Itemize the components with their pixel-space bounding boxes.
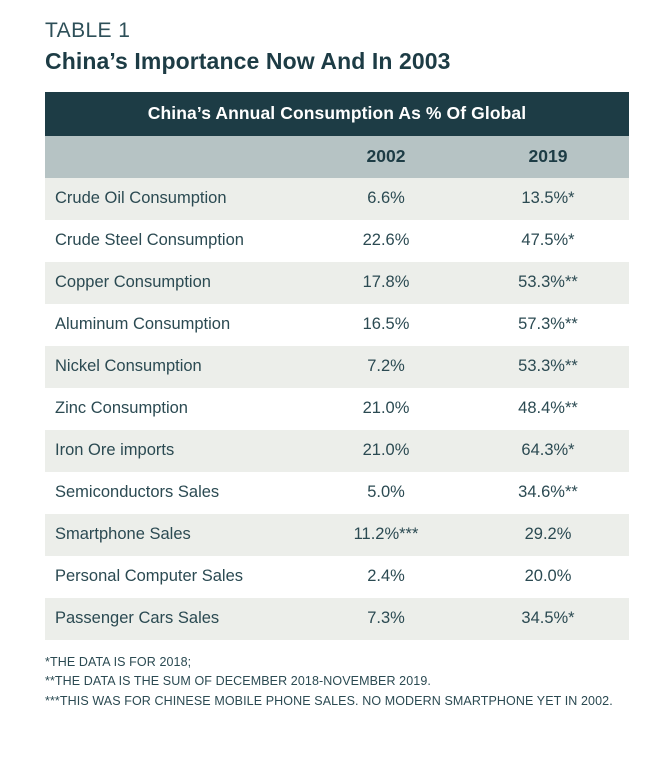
row-value-2019: 47.5%* (467, 220, 629, 262)
row-value-2002: 7.3% (305, 598, 467, 640)
row-value-2002: 21.0% (305, 388, 467, 430)
row-value-2019: 48.4%** (467, 388, 629, 430)
table-row (45, 304, 629, 346)
row-label: Semiconductors Sales (45, 472, 305, 514)
row-value-2002: 6.6% (305, 178, 467, 220)
row-label: Iron Ore imports (45, 430, 305, 472)
column-header-2019: 2019 (467, 136, 629, 178)
row-value-2019: 29.2% (467, 514, 629, 556)
row-value-2019: 13.5%* (467, 178, 629, 220)
page-title: China’s Importance Now And In 2003 (45, 48, 451, 75)
row-value-2002: 5.0% (305, 472, 467, 514)
footnote-1: *THE DATA IS FOR 2018; (45, 654, 192, 669)
row-label: Crude Oil Consumption (45, 178, 305, 220)
table-row (45, 598, 629, 640)
column-header-name (45, 136, 305, 178)
footnote-3: ***THIS WAS FOR CHINESE MOBILE PHONE SALES. NO MODERN SMARTPHONE YET IN 2002. (45, 693, 613, 708)
row-label: Copper Consumption (45, 262, 305, 304)
table-row (45, 262, 629, 304)
row-value-2019: 64.3%* (467, 430, 629, 472)
table-row (45, 472, 629, 514)
table-row (45, 178, 629, 220)
row-label: Smartphone Sales (45, 514, 305, 556)
row-label: Zinc Consumption (45, 388, 305, 430)
row-label: Aluminum Consumption (45, 304, 305, 346)
table-body (45, 178, 629, 640)
row-label: Nickel Consumption (45, 346, 305, 388)
table-row (45, 346, 629, 388)
table-row (45, 430, 629, 472)
row-value-2002: 7.2% (305, 346, 467, 388)
row-value-2002: 11.2%*** (305, 514, 467, 556)
row-value-2002: 16.5% (305, 304, 467, 346)
table-banner-row (45, 92, 629, 136)
table-banner: China’s Annual Consumption As % Of Global (45, 92, 629, 136)
table-header-row (45, 136, 629, 178)
table-row (45, 388, 629, 430)
row-label: Passenger Cars Sales (45, 598, 305, 640)
column-header-2002: 2002 (305, 136, 467, 178)
row-value-2019: 53.3%** (467, 346, 629, 388)
table-label: TABLE 1 (45, 19, 131, 42)
row-value-2019: 53.3%** (467, 262, 629, 304)
row-value-2002: 22.6% (305, 220, 467, 262)
row-label: Personal Computer Sales (45, 556, 305, 598)
row-value-2019: 57.3%** (467, 304, 629, 346)
table-footnotes (45, 653, 629, 711)
row-value-2019: 34.6%** (467, 472, 629, 514)
row-value-2019: 34.5%* (467, 598, 629, 640)
table-row (45, 556, 629, 598)
footnote-2: **THE DATA IS THE SUM OF DECEMBER 2018-NOVEMBER 2019. (45, 674, 431, 689)
table-row (45, 220, 629, 262)
row-value-2002: 17.8% (305, 262, 467, 304)
row-label: Crude Steel Consumption (45, 220, 305, 262)
consumption-table (45, 92, 629, 640)
row-value-2019: 20.0% (467, 556, 629, 598)
row-value-2002: 21.0% (305, 430, 467, 472)
row-value-2002: 2.4% (305, 556, 467, 598)
table-row (45, 514, 629, 556)
